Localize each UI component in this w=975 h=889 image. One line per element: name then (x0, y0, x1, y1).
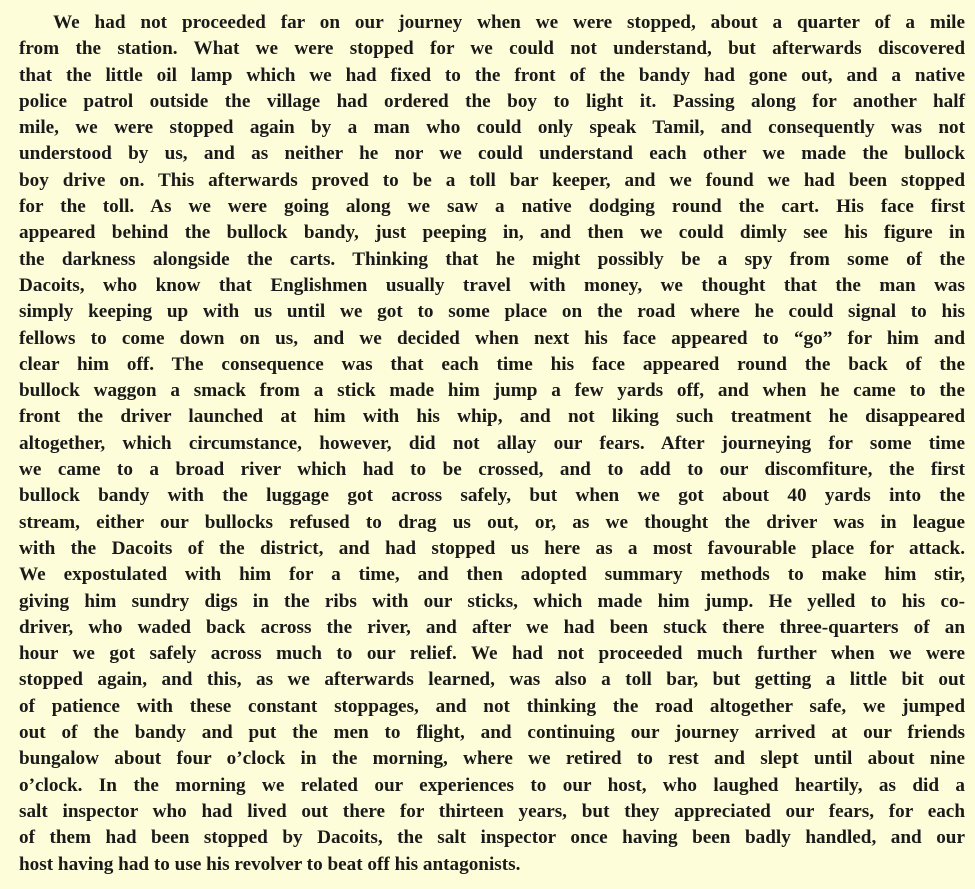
text-line-25: hour we got safely across much to our relief. We had not proceeded much further when we were (19, 643, 965, 665)
text-line-33: host having had to use his revolver to beat off his antagonists. (19, 853, 521, 875)
text-line-13: fellows to come down on us, and we decided when next his face appeared to “go” for him and (19, 327, 965, 349)
text-line-29: bungalow about four o’clock in the morning, where we retired to rest and slept until about nine (19, 748, 965, 770)
text-line-15: bullock waggon a smack from a stick made him jump a few yards off, and when he came to the (19, 380, 965, 402)
text-line-10: the darkness alongside the carts. Thinking that he might possibly be a spy from some of the (19, 248, 965, 270)
text-line-32: of them had been stopped by Dacoits, the salt inspector once having been badly handled, and our (19, 827, 965, 849)
text-line-30: o’clock. In the morning we related our experiences to our host, who laughed heartily, as did a (19, 774, 965, 796)
text-line-26: stopped again, and this, as we afterwards learned, was also a toll bar, but getting a little bit out (19, 669, 965, 691)
text-line-22: We expostulated with him for a time, and then adopted summary methods to make him stir, (19, 564, 965, 586)
text-line-12: simply keeping up with us until we got to some place on the road where he could signal to his (19, 301, 965, 323)
text-line-18: we came to a broad river which had to be crossed, and to add to our discomfiture, the first (19, 459, 965, 481)
text-line-5: mile, we were stopped again by a man who could only speak Tamil, and consequently was not (19, 117, 965, 139)
text-line-31: salt inspector who had lived out there for thirteen years, but they appreciated our fears, for each (19, 800, 965, 822)
text-line-28: out of the bandy and put the men to flight, and continuing our journey arrived at our friends (19, 722, 965, 744)
text-line-17: altogether, which circumstance, however, did not allay our fears. After journeying for some time (19, 432, 965, 454)
text-line-4: police patrol outside the village had ordered the boy to light it. Passing along for another half (19, 90, 965, 112)
text-line-3: that the little oil lamp which we had fixed to the front of the bandy had gone out, and a native (19, 64, 965, 86)
text-line-24: driver, who waded back across the river, and after we had been stuck there three-quarters of an (19, 616, 965, 638)
text-line-14: clear him off. The consequence was that each time his face appeared round the back of the (19, 353, 965, 375)
text-line-27: of patience with these constant stoppages, and not thinking the road altogether safe, we jumped (19, 695, 965, 717)
text-line-2: from the station. What we were stopped for we could not understand, but afterwards discovered (19, 38, 965, 60)
text-line-16: front the driver launched at him with his whip, and not liking such treatment he disappeared (19, 406, 965, 428)
text-line-20: stream, either our bullocks refused to drag us out, or, as we thought the driver was in league (19, 511, 965, 533)
text-line-1: We had not proceeded far on our journey when we were stopped, about a quarter of a mile (53, 12, 965, 33)
text-line-21: with the Dacoits of the district, and had stopped us here as a most favourable place for attack. (19, 537, 965, 559)
text-line-7: boy drive on. This afterwards proved to be a toll bar keeper, and we found we had been stopped (19, 169, 965, 191)
text-line-6: understood by us, and as neither he nor we could understand each other we made the bullock (19, 143, 965, 165)
text-line-19: bullock bandy with the luggage got across safely, but when we got about 40 yards into the (19, 485, 965, 507)
text-line-8: for the toll. As we were going along we saw a native dodging round the cart. His face first (19, 196, 965, 218)
text-line-11: Dacoits, who know that Englishmen usually travel with money, we thought that the man was (19, 274, 965, 296)
text-line-23: giving him sundry digs in the ribs with our sticks, which made him jump. He yelled to his co- (19, 590, 965, 612)
body-paragraph (19, 10, 965, 878)
text-line-9: appeared behind the bullock bandy, just peeping in, and then we could dimly see his figure in (19, 222, 965, 244)
